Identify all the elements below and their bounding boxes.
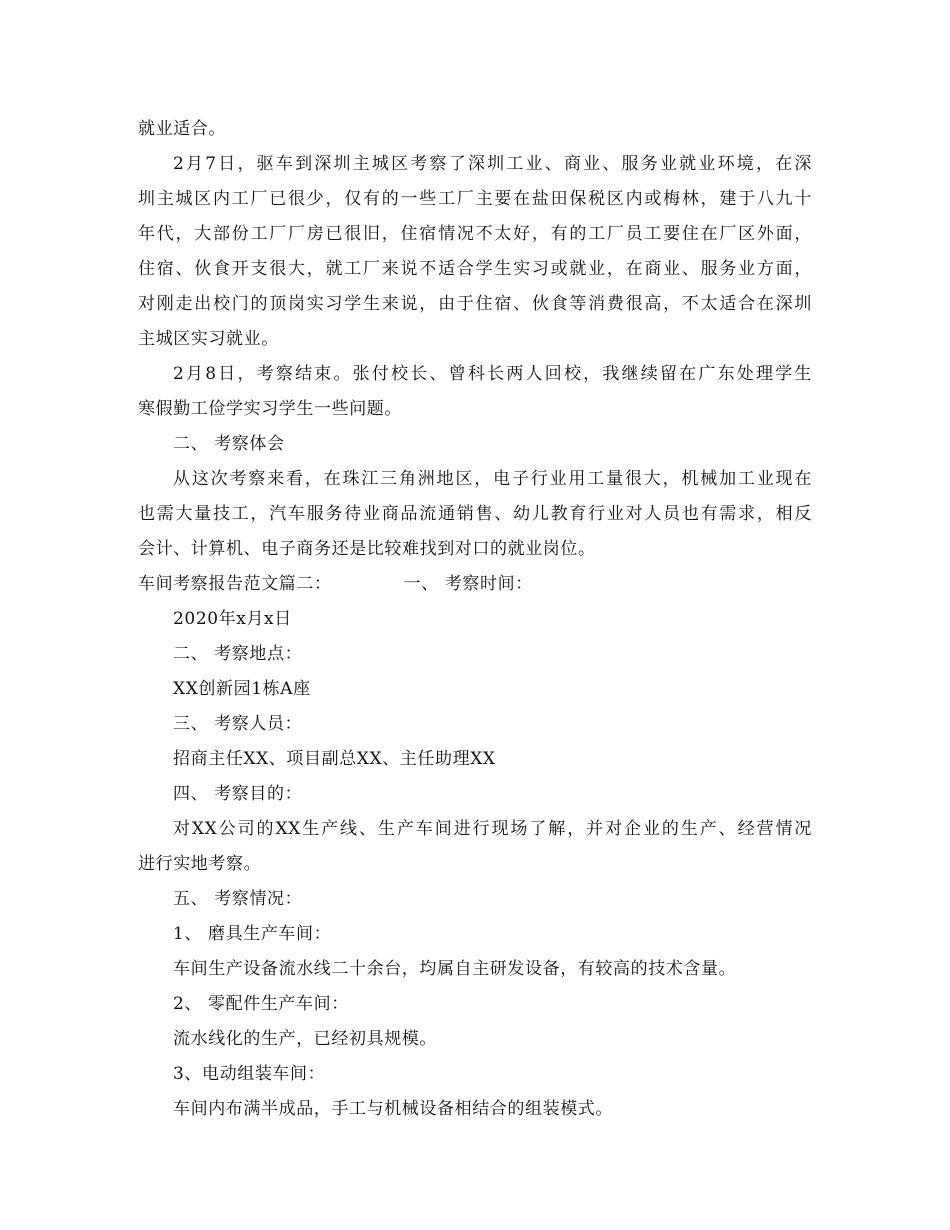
paragraph-line: 住宿、伙食开支很大，就工厂来说不适合学生实习或就业，在商业、服务业方面， (138, 259, 812, 279)
section-heading: 五、 考察情况： (173, 889, 303, 909)
paragraph-line: 车间内布满半成品，手工与机械设备相结合的组装模式。 (173, 1099, 613, 1119)
paragraph-line: 车间生产设备流水线二十余台，均属自主研发设备，有较高的技术含量。 (173, 959, 737, 979)
paragraph-line: 2月8日，考察结束。张付校长、曾科长两人回校，我继续留在广东处理学生 (173, 364, 812, 384)
paragraph-line: 圳主城区内工厂已很少，仅有的一些工厂主要在盐田保税区内或梅林，建于八九十 (138, 189, 812, 209)
section-heading: 四、 考察目的： (173, 784, 303, 804)
paragraph-line: 招商主任XX、项目副总XX、主任助理XX (173, 749, 496, 769)
paragraph-line: 进行实地考察。 (138, 854, 262, 874)
subsection-heading: 3、电动组装车间： (173, 1064, 326, 1084)
paragraph-line: 2020年x月x日 (173, 609, 292, 629)
paragraph-line: 对XX公司的XX生产线、生产车间进行现场了解，并对企业的生产、经营情况 (173, 819, 812, 839)
paragraph-line: 2月7日，驱车到深圳主城区考察了深圳工业、商业、服务业就业环境，在深 (173, 154, 812, 174)
subsection-heading: 1、 磨具生产车间： (173, 924, 332, 944)
paragraph-line: 年代，大部份工厂厂房已很旧，住宿情况不太好，有的工厂员工要住在厂区外面， (138, 224, 812, 244)
section-heading: 二、 考察地点： (173, 644, 303, 664)
subsection-heading: 2、 零配件生产车间： (173, 994, 349, 1014)
paragraph-line: 从这次考察来看，在珠江三角洲地区，电子行业用工量很大，机械加工业现在 (173, 469, 812, 489)
paragraph-line: 流水线化的生产，已经初具规模。 (173, 1029, 437, 1049)
article-title: 车间考察报告范文篇二： (138, 574, 332, 594)
paragraph-line: 对刚走出校门的顶岗实习学生来说，由于住宿、伙食等消费很高，不太适合在深圳 (138, 294, 812, 314)
section-heading: 二、 考察体会 (173, 434, 285, 454)
paragraph-line: 会计、计算机、电子商务还是比较难找到对口的就业岗位。 (138, 539, 596, 559)
section-heading: 一、 考察时间： (403, 574, 533, 594)
section-heading: 三、 考察人员： (173, 714, 303, 734)
paragraph-line: 就业适合。 (138, 119, 226, 139)
article-heading-line (138, 567, 838, 601)
paragraph-line: 主城区实习就业。 (138, 329, 279, 349)
paragraph-line: 也需大量技工，汽车服务待业商品流通销售、幼儿教育行业对人员也有需求，相反 (138, 504, 812, 524)
paragraph-line: 寒假勤工俭学实习学生一些问题。 (138, 399, 402, 419)
paragraph-line: XX创新园1栋A座 (173, 679, 311, 699)
